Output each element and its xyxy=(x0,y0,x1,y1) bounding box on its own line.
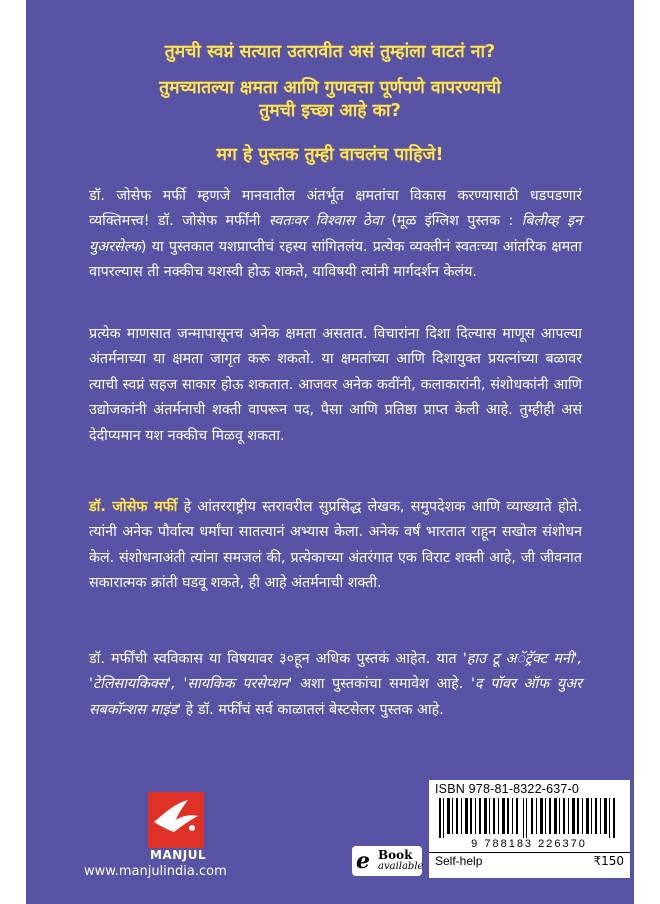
publisher-logo xyxy=(148,792,204,848)
ebook-icon: e xyxy=(356,848,370,874)
barcode-digits: 9 788183 226370 xyxy=(471,838,587,850)
barcode-panel xyxy=(429,780,630,878)
divider xyxy=(429,852,630,853)
paragraph-intro: डॉ. जोसेफ मर्फी म्हणजे मानवातील अंतर्भूत क्षमतांचा विकास करण्यासाठी धडपडणारं व्यक्तिमत्त्व! डॉ. जोसेफ मर्फींनी स्वतःवर विश्वास ठेवा (मूळ इंग्लिश पुस्तक : बिलीव्ह इन युअरसेल्फ) या पुस्तकात यशप्राप्तीचं रहस्य सांगितलंय. प्रत्येक व्यक्तीनं स्वतःच्या आंतरिक क्षमता वापरल्यास ती नक्कीच यशस्वी होऊ शकते, याविषयी त्यांनी मार्गदर्शन केलंय. xyxy=(89,188,582,281)
ebook-badge: e Book available xyxy=(352,846,422,876)
paragraph-other-books: डॉ. मर्फींची स्वविकास या विषयावर ३०हून अधिक पुस्तकं आहेत. यात 'हाउ टू अॅट्रॅक्ट मनी', 'टेलिसायकिक्स', 'सायकिक परसेप्शन' अशा पुस्तकांचा समावेश आहे. 'द पॉवर ऑफ युअर सबकॉन्शस माइंड' हे डॉ. मर्फींचं सर्व काळातलं बेस्टसेलर पुस्तक आहे. xyxy=(89,651,582,718)
headline-call-to-action: मग हे पुस्तक तुम्ही वाचलंच पाहिजे! xyxy=(216,145,444,165)
headline-question-2a: तुमच्यातल्या क्षमता आणि गुणवत्ता पूर्णपणे वापरण्याची xyxy=(159,78,501,98)
paragraph-abilities: प्रत्येक माणसात जन्मापासूनच अनेक क्षमता असतात. विचारांना दिशा दिल्यास माणूस आपल्या अंतर्मनाच्या या क्षमता जागृत करू शकतो. या क्षमतांच्या आणि दिशायुक्त प्रयत्नांच्या बळावर त्याची स्वप्नं सहज साकार होऊ शकतात. आजवर अनेक कवींनी, कलाकारांनी, संशोधकांनी आणि उद्योजकांनी अंतर्मनाची शक्ती वापरून पद, पैसा आणि प्रतिष्ठा प्राप्त केली आहे. तुम्हीही असं देदीप्यमान यश नक्कीच मिळवू शकता. xyxy=(89,326,582,444)
headline-question-1: तुमची स्वप्नं सत्यात उतरावीत असं तुम्हांला वाटतं ना? xyxy=(164,42,496,62)
other-book-titles: 'हाउ टू अॅट्रॅक्ट मनी', 'टेलिसायकिक्स', 'सायकिक परसेप्शन' xyxy=(89,651,582,693)
bestseller-title: 'द पॉवर ऑफ युअर सबकॉन्शस माइंड' xyxy=(89,676,582,718)
author-name: डॉ. जोसेफ मर्फी xyxy=(89,499,178,515)
back-cover xyxy=(26,0,634,904)
book-title-original: बिलीव्ह इन युअरसेल्फ xyxy=(89,213,582,255)
barcode-icon xyxy=(435,798,625,838)
isbn-number: ISBN 978-81-8322-637-0 xyxy=(435,782,580,796)
book-price: ₹150 xyxy=(593,854,624,868)
publisher-block xyxy=(84,792,254,882)
book-title-marathi: स्वतःवर विश्वास ठेवा xyxy=(268,213,383,230)
headline-question-2b: तुमची इच्छा आहे का? xyxy=(259,101,401,121)
publisher-name: MANJUL xyxy=(150,848,207,862)
book-category: Self-help xyxy=(435,854,483,868)
paragraph-author: डॉ. जोसेफ मर्फी हे आंतरराष्ट्रीय स्तरावरील सुप्रसिद्ध लेखक, समुपदेशक आणि व्याख्याते होते. त्यांनी अनेक पौर्वात्य धर्मांचा सातत्यानं अभ्यास केला. अनेक वर्षं भारतात राहून सखोल संशोधन केलं. संशोधनाअंती त्यांना समजलं की, प्रत्येकाच्या अंतरंगात एक विराट शक्ती आहे, जी जीवनात सकारात्मक क्रांती घडवू शकते, ही आहे अंतर्मनाची शक्ती. xyxy=(89,499,582,592)
bird-icon xyxy=(148,792,204,848)
publisher-website[interactable]: www.manjulindia.com xyxy=(84,864,227,879)
